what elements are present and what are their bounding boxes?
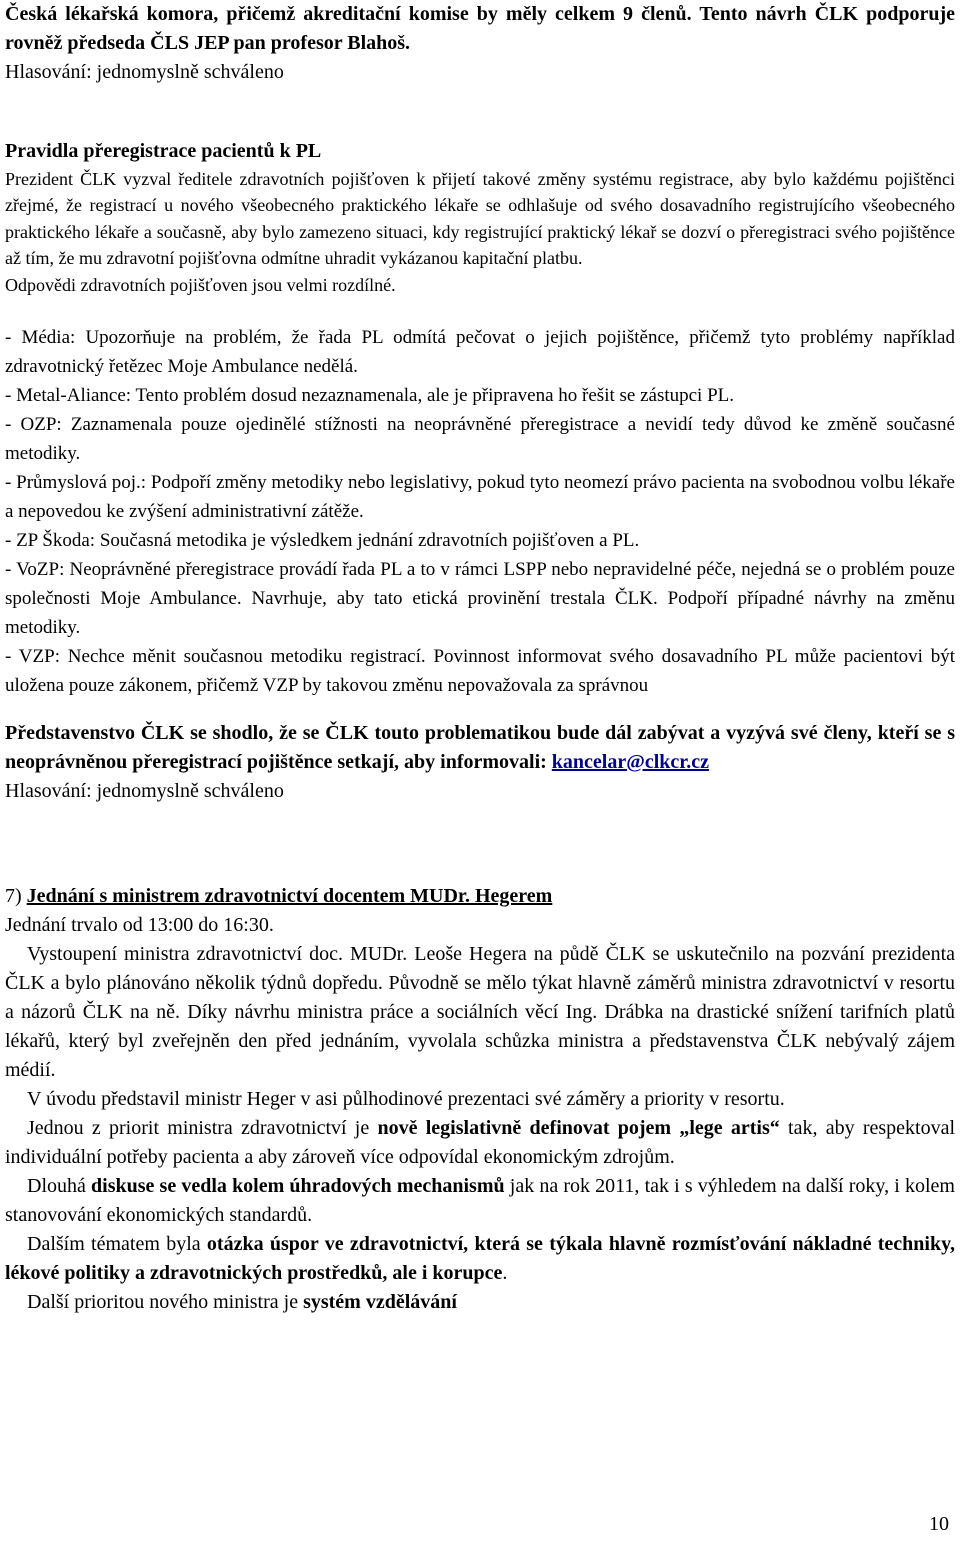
bold-run: otázka úspor ve zdravotnictví, která se týkala hlavně rozmísťování nákladné techniky, lékové politiky a zdravotnických prostředků, ale i korupce xyxy=(5,1233,955,1284)
list-item: - ZP Škoda: Současná metodika je výsledkem jednání zdravotních pojišťoven a PL. xyxy=(5,530,640,551)
bold-run: diskuse se vedla kolem úhradových mechanismů xyxy=(91,1175,505,1197)
answers-paragraph: Odpovědi zdravotních pojišťoven jsou velmi rozdílné. xyxy=(5,274,396,295)
list-item: - OZP: Zaznamenala pouze ojedinělé stížnosti na neoprávněné přeregistrace a nevidí tedy důvod ke změně současné metodiky. xyxy=(5,414,955,464)
resolution-paragraph xyxy=(5,719,955,777)
registration-section xyxy=(5,137,955,166)
text-run: Dlouhá xyxy=(27,1175,92,1197)
paragraph-education xyxy=(5,1288,955,1317)
section-title: Jednání s ministrem zdravotnictví docentem MUDr. Hegerem xyxy=(26,885,553,907)
list-item: - Metal-Aliance: Tento problém dosud nezaznamenala, ale je připravena ho řešit se zástupci PL. xyxy=(5,385,735,406)
bold-run: systém vzdělávání xyxy=(303,1291,457,1313)
bold-run: nově legislativně definovat pojem „lege artis“ xyxy=(377,1117,780,1139)
list-item: - Média: Upozorňuje na problém, že řada PL odmítá pečovat o jejich pojištěnce, přičemž tyto problémy například zdravotnický řetězec Moje Ambulance nedělá. xyxy=(5,327,955,377)
text-run: jak na rok 2011, tak i s výhledem na další roky, i kolem stanovování ekonomických standardů. xyxy=(5,1175,955,1226)
section-number: 7) xyxy=(5,885,22,907)
list-item: - VZP: Nechce měnit současnou metodiku registrací. Povinnost informovat svého dosavadního PL může pacientovi být uložena pouze zákonem, přičemž VZP by takovou změnu nepovažovala za správnou xyxy=(5,646,955,696)
text-run: Dalším tématem byla xyxy=(27,1233,207,1255)
section-heading: Pravidla přeregistrace pacientů k PL xyxy=(5,140,322,162)
text-run: Další prioritou nového ministra je xyxy=(27,1291,304,1313)
insurer-list xyxy=(5,323,955,700)
paragraph-lege-artis xyxy=(5,1114,955,1172)
document-page xyxy=(5,0,955,1542)
text-run: tak, aby respektoval individuální potřeby pacienta a aby zároveň více odpovídal ekonomickým zdrojům. xyxy=(5,1117,956,1168)
list-item: - Průmyslová poj.: Podpoří změny metodiky nebo legislativy, pokud tyto neomezí právo pacienta na svobodnou volbu lékaře a nepovedou ke zvýšení administrativní zátěže. xyxy=(5,472,955,522)
section-7-heading xyxy=(5,882,955,911)
paragraph-introduction: V úvodu představil ministr Heger v asi půlhodinové prezentaci své záměry a priority v resortu. xyxy=(27,1088,785,1110)
registration-body xyxy=(5,166,955,298)
text-run: Jednou z priorit ministra zdravotnictví je xyxy=(27,1117,378,1139)
vote-result: Hlasování: jednomyslně schváleno xyxy=(5,61,284,83)
paragraph-payment-mechanisms xyxy=(5,1172,955,1230)
intro-paragraph: Prezident ČLK vyzval ředitele zdravotních pojišťoven k přijetí takové změny systému registrace, aby bylo každému pojištěnci zřejmé, že registrací u nového všeobecného praktického lékaře se odhlašuje od svého dosavadního registrujícího všeobecného praktického lékaře a současně, aby bylo zamezeno situaci, kdy registrující praktický lékař se dozví o přeregistraci svého pojištěnce až tím, že mu zdravotní pojišťovna odmítne uhradit vykázanou kapitační platbu. xyxy=(5,169,955,269)
paragraph-savings xyxy=(5,1230,955,1288)
section-7 xyxy=(5,882,955,1317)
meeting-duration: Jednání trvalo od 13:00 do 16:30. xyxy=(5,914,274,936)
text-run: . xyxy=(502,1262,508,1284)
paragraph-minister-speech: Vystoupení ministra zdravotnictví doc. MUDr. Leoše Hegera na půdě ČLK se uskutečnilo na pozvání prezidenta ČLK a bylo plánováno několik týdnů dopředu. Původně se mělo týkat hlavně záměrů ministra zdravotnictví v resortu a názorů ČLK na ně. Díky návrhu ministra práce a sociálních věcí Ing. Drábka na drastické snížení tarifních platů lékařů, který byl zveřejněn den před jednáním, vyvolala schůzka ministra a představenstva ČLK nebývalý zájem médií. xyxy=(5,943,955,1081)
resolution-block xyxy=(5,719,955,806)
top-fragment xyxy=(5,0,955,87)
email-link[interactable]: kancelar@clkcr.cz xyxy=(551,751,710,773)
vote-result: Hlasování: jednomyslně schváleno xyxy=(5,780,284,802)
page-number: 10 xyxy=(929,1513,949,1535)
top-paragraph: Česká lékařská komora, přičemž akreditační komise by měly celkem 9 členů. Tento návrh ČLK podporuje rovněž předseda ČLS JEP pan profesor Blahoš. xyxy=(5,3,955,54)
list-item: - VoZP: Neoprávněné přeregistrace provádí řada PL a to v rámci LSPP nebo nepravidelné péče, nejedná se o problém pouze společnosti Moje Ambulance. Navrhuje, aby tato etická provinění trestala ČLK. Podpoří případné návrhy na změnu metodiky. xyxy=(5,559,955,638)
resolution-text: Představenstvo ČLK se shodlo, že se ČLK touto problematikou bude dál zabývat a vyzývá své členy, kteří se s neoprávněnou přeregistrací pojištěnce setkají, aby informovali: xyxy=(5,722,955,773)
